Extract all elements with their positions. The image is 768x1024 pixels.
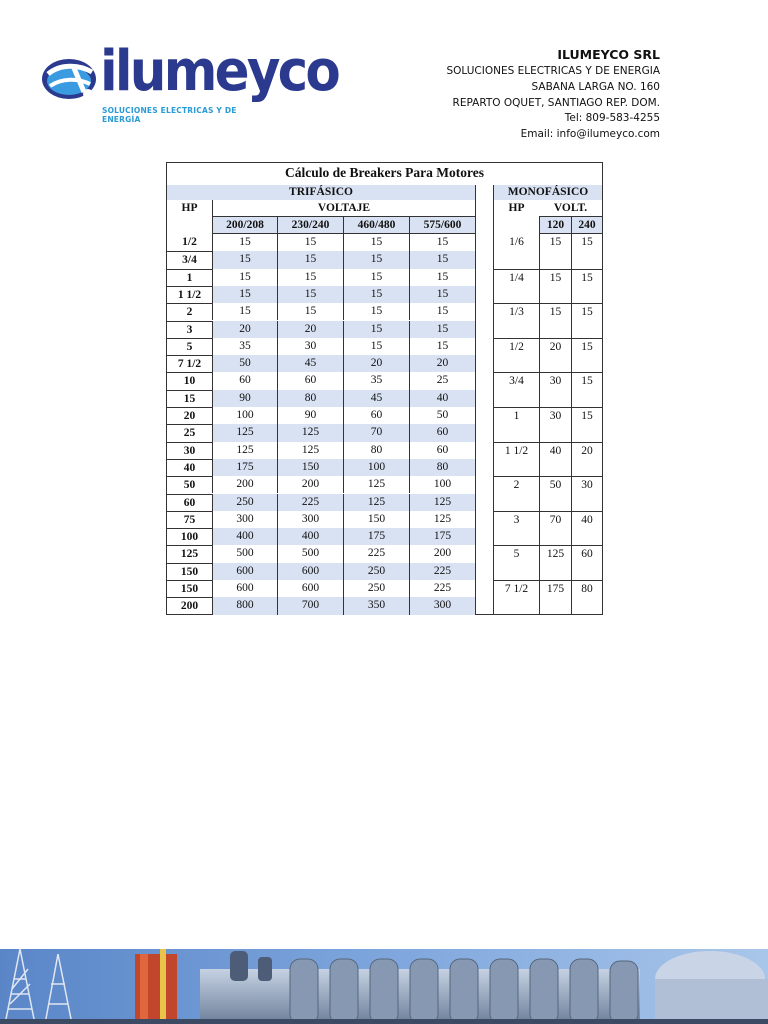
tri-row-breaker-value: 15 [212, 234, 277, 251]
mono-row-breaker-value: 50 [539, 476, 571, 511]
tri-row-breaker-value: 15 [409, 269, 475, 286]
mono-row-breaker-value: 80 [571, 580, 602, 615]
tri-row-breaker-value: 100 [343, 459, 409, 476]
mono-row-hp: 1/2 [494, 338, 539, 373]
tri-row-hp: 30 [167, 442, 212, 459]
industrial-banner-image [0, 949, 768, 1024]
logo-wordmark: ilumeyco [100, 39, 339, 104]
company-tagline: SOLUCIONES ELECTRICAS Y DE ENERGIA [446, 65, 660, 77]
tri-row-hp: 100 [167, 528, 212, 545]
mono-row-breaker-value: 15 [539, 269, 571, 304]
tri-row-breaker-value: 600 [277, 563, 343, 580]
tri-row-breaker-value: 600 [277, 580, 343, 597]
tri-row-breaker-value: 25 [409, 372, 475, 389]
tri-row-hp: 200 [167, 597, 212, 614]
tri-row-breaker-value: 175 [409, 528, 475, 545]
tri-row-breaker-value: 90 [277, 407, 343, 424]
tri-row-breaker-value: 200 [212, 476, 277, 493]
mono-row-breaker-value: 30 [539, 372, 571, 407]
tri-row-breaker-value: 20 [212, 321, 277, 338]
tri-row-hp: 25 [167, 424, 212, 441]
tri-row-breaker-value: 125 [409, 494, 475, 511]
company-address-1: SABANA LARGA NO. 160 [531, 80, 660, 93]
tri-row-breaker-value: 45 [277, 355, 343, 372]
voltaje-header: VOLTAJE [212, 200, 475, 216]
tri-row-hp: 150 [167, 563, 212, 580]
tri-row-breaker-value: 125 [277, 442, 343, 459]
tri-row-breaker-value: 80 [343, 442, 409, 459]
tri-row-hp: 15 [167, 390, 212, 407]
mono-row-breaker-value: 175 [539, 580, 571, 615]
mono-hp-header: HP [508, 202, 525, 214]
mono-row-hp: 2 [494, 476, 539, 511]
mono-row-hp: 3/4 [494, 372, 539, 407]
mono-hp-spacer [494, 216, 539, 234]
tri-row-hp: 10 [167, 372, 212, 389]
tri-row-breaker-value: 15 [212, 251, 277, 268]
tri-row-breaker-value: 225 [409, 580, 475, 597]
tri-row-breaker-value: 125 [277, 424, 343, 441]
hp-header: HP [181, 202, 198, 214]
tri-row-breaker-value: 40 [409, 390, 475, 407]
voltage-column-header: 575/600 [409, 216, 475, 234]
tri-row-breaker-value: 150 [343, 511, 409, 528]
tri-row-breaker-value: 225 [409, 563, 475, 580]
company-email: Email: info@ilumeyco.com [520, 128, 660, 141]
tri-row-breaker-value: 50 [212, 355, 277, 372]
tri-row-breaker-value: 125 [343, 476, 409, 493]
mono-row-hp: 5 [494, 545, 539, 580]
mono-row-hp: 1/4 [494, 269, 539, 304]
tri-row-breaker-value: 100 [212, 407, 277, 424]
tri-row-breaker-value: 125 [409, 511, 475, 528]
tri-row-breaker-value: 80 [409, 459, 475, 476]
tri-row-breaker-value: 15 [343, 269, 409, 286]
tri-row-breaker-value: 20 [277, 321, 343, 338]
tri-row-hp: 125 [167, 545, 212, 562]
tri-row-breaker-value: 15 [343, 303, 409, 320]
tri-row-breaker-value: 15 [343, 251, 409, 268]
tri-row-breaker-value: 250 [343, 580, 409, 597]
voltage-column-header: 460/480 [343, 216, 409, 234]
tri-row-breaker-value: 15 [409, 321, 475, 338]
mono-row-breaker-value: 70 [539, 511, 571, 546]
tri-row-breaker-value: 175 [212, 459, 277, 476]
table-separator [475, 185, 494, 614]
mono-row-hp: 1/6 [509, 236, 524, 248]
mono-row-breaker-value: 20 [571, 442, 602, 477]
tri-row-breaker-value: 500 [212, 545, 277, 562]
tri-row-hp: 150 [167, 580, 212, 597]
mono-row-breaker-value: 20 [539, 338, 571, 373]
mono-row-breaker-value: 15 [571, 269, 602, 304]
volt-header: VOLT. [553, 202, 588, 214]
tri-row-breaker-value: 90 [212, 390, 277, 407]
tri-row-breaker-value: 125 [343, 494, 409, 511]
breakers-table [166, 162, 603, 615]
mono-row-breaker-value: 15 [571, 407, 602, 442]
mono-row-hp: 1/3 [494, 303, 539, 338]
tri-row-breaker-value: 35 [212, 338, 277, 355]
tri-row-hp: 1/2 [182, 236, 197, 248]
logo-globe-icon [38, 48, 100, 110]
tri-row-breaker-value: 15 [343, 286, 409, 303]
tri-row-breaker-value: 300 [277, 511, 343, 528]
mono-row-hp: 7 1/2 [494, 580, 539, 615]
table-title: Cálculo de Breakers Para Motores [167, 163, 602, 186]
hp-header-spacer [167, 216, 212, 234]
mono-voltage-column-header: 240 [571, 216, 602, 234]
tri-row-breaker-value: 200 [409, 545, 475, 562]
tri-row-breaker-value: 35 [343, 372, 409, 389]
mono-row-breaker-value: 15 [571, 234, 602, 269]
tri-row-breaker-value: 400 [277, 528, 343, 545]
tri-row-hp: 7 1/2 [167, 355, 212, 372]
tri-row-breaker-value: 300 [409, 597, 475, 614]
mono-row-breaker-value: 15 [539, 303, 571, 338]
mono-row-hp: 1 1/2 [494, 442, 539, 477]
company-name: ILUMEYCO SRL [557, 47, 660, 62]
mono-row-breaker-value: 15 [539, 234, 571, 269]
voltage-column-header: 230/240 [277, 216, 343, 234]
mono-row-hp: 3 [494, 511, 539, 546]
mono-voltage-column-header: 120 [539, 216, 571, 234]
tri-row-breaker-value: 15 [277, 251, 343, 268]
tri-row-breaker-value: 15 [212, 286, 277, 303]
tri-row-breaker-value: 225 [343, 545, 409, 562]
tri-row-hp: 60 [167, 494, 212, 511]
mono-row-breaker-value: 60 [571, 545, 602, 580]
mono-row-breaker-value: 15 [571, 372, 602, 407]
logo-tagline: SOLUCIONES ELECTRICAS Y DE ENERGÍA [102, 106, 237, 124]
tri-row-hp: 40 [167, 459, 212, 476]
tri-row-hp: 1 1/2 [167, 286, 212, 303]
mono-row-breaker-value: 15 [571, 303, 602, 338]
company-phone: Tel: 809-583-4255 [564, 112, 660, 125]
monofasico-header: MONOFÁSICO [494, 185, 602, 200]
tri-row-breaker-value: 15 [277, 234, 343, 251]
tri-row-breaker-value: 300 [212, 511, 277, 528]
tri-row-breaker-value: 800 [212, 597, 277, 614]
tri-row-breaker-value: 200 [277, 476, 343, 493]
tri-row-breaker-value: 15 [343, 321, 409, 338]
tri-row-breaker-value: 60 [409, 424, 475, 441]
tri-row-breaker-value: 15 [409, 251, 475, 268]
mono-row-breaker-value: 30 [539, 407, 571, 442]
tri-row-breaker-value: 15 [277, 286, 343, 303]
tri-row-hp: 50 [167, 476, 212, 493]
tri-row-breaker-value: 60 [343, 407, 409, 424]
tri-row-breaker-value: 15 [343, 338, 409, 355]
tri-row-breaker-value: 80 [277, 390, 343, 407]
mono-row-hp: 1 [494, 407, 539, 442]
mono-row-breaker-value: 40 [539, 442, 571, 477]
tri-row-hp: 5 [167, 338, 212, 355]
tri-row-breaker-value: 700 [277, 597, 343, 614]
mono-row-breaker-value: 125 [539, 545, 571, 580]
tri-row-breaker-value: 15 [409, 303, 475, 320]
tri-row-breaker-value: 250 [212, 494, 277, 511]
tri-row-breaker-value: 15 [212, 303, 277, 320]
tri-row-breaker-value: 350 [343, 597, 409, 614]
tri-row-breaker-value: 60 [409, 442, 475, 459]
tri-row-breaker-value: 225 [277, 494, 343, 511]
tri-row-breaker-value: 30 [277, 338, 343, 355]
tri-row-breaker-value: 15 [409, 234, 475, 251]
tri-row-breaker-value: 60 [277, 372, 343, 389]
company-info [446, 46, 660, 143]
tri-row-breaker-value: 60 [212, 372, 277, 389]
tri-row-hp: 3 [167, 321, 212, 338]
tri-row-breaker-value: 45 [343, 390, 409, 407]
tri-row-breaker-value: 100 [409, 476, 475, 493]
company-address-2: REPARTO OQUET, SANTIAGO REP. DOM. [452, 96, 660, 109]
tri-row-hp: 3/4 [167, 251, 212, 268]
tri-row-breaker-value: 15 [277, 269, 343, 286]
tri-row-breaker-value: 250 [343, 563, 409, 580]
tri-row-breaker-value: 400 [212, 528, 277, 545]
mono-row-breaker-value: 15 [571, 338, 602, 373]
tri-row-hp: 20 [167, 407, 212, 424]
tri-row-breaker-value: 600 [212, 563, 277, 580]
tri-row-breaker-value: 600 [212, 580, 277, 597]
tri-row-breaker-value: 50 [409, 407, 475, 424]
tri-row-breaker-value: 500 [277, 545, 343, 562]
tri-row-hp: 1 [167, 269, 212, 286]
mono-row-breaker-value: 30 [571, 476, 602, 511]
tri-row-hp: 75 [167, 511, 212, 528]
tri-row-breaker-value: 15 [277, 303, 343, 320]
tri-row-breaker-value: 150 [277, 459, 343, 476]
tri-row-breaker-value: 15 [409, 286, 475, 303]
tri-row-breaker-value: 125 [212, 424, 277, 441]
tri-row-breaker-value: 125 [212, 442, 277, 459]
trifasico-header: TRIFÁSICO [167, 185, 475, 200]
tri-row-breaker-value: 15 [343, 234, 409, 251]
tri-row-breaker-value: 15 [212, 269, 277, 286]
mono-row-breaker-value: 40 [571, 511, 602, 546]
company-logo [38, 32, 339, 124]
tri-row-breaker-value: 20 [343, 355, 409, 372]
tri-row-breaker-value: 15 [409, 338, 475, 355]
tri-row-hp: 2 [167, 303, 212, 320]
tri-row-breaker-value: 20 [409, 355, 475, 372]
tri-row-breaker-value: 175 [343, 528, 409, 545]
voltage-column-header: 200/208 [212, 216, 277, 234]
tri-row-breaker-value: 70 [343, 424, 409, 441]
